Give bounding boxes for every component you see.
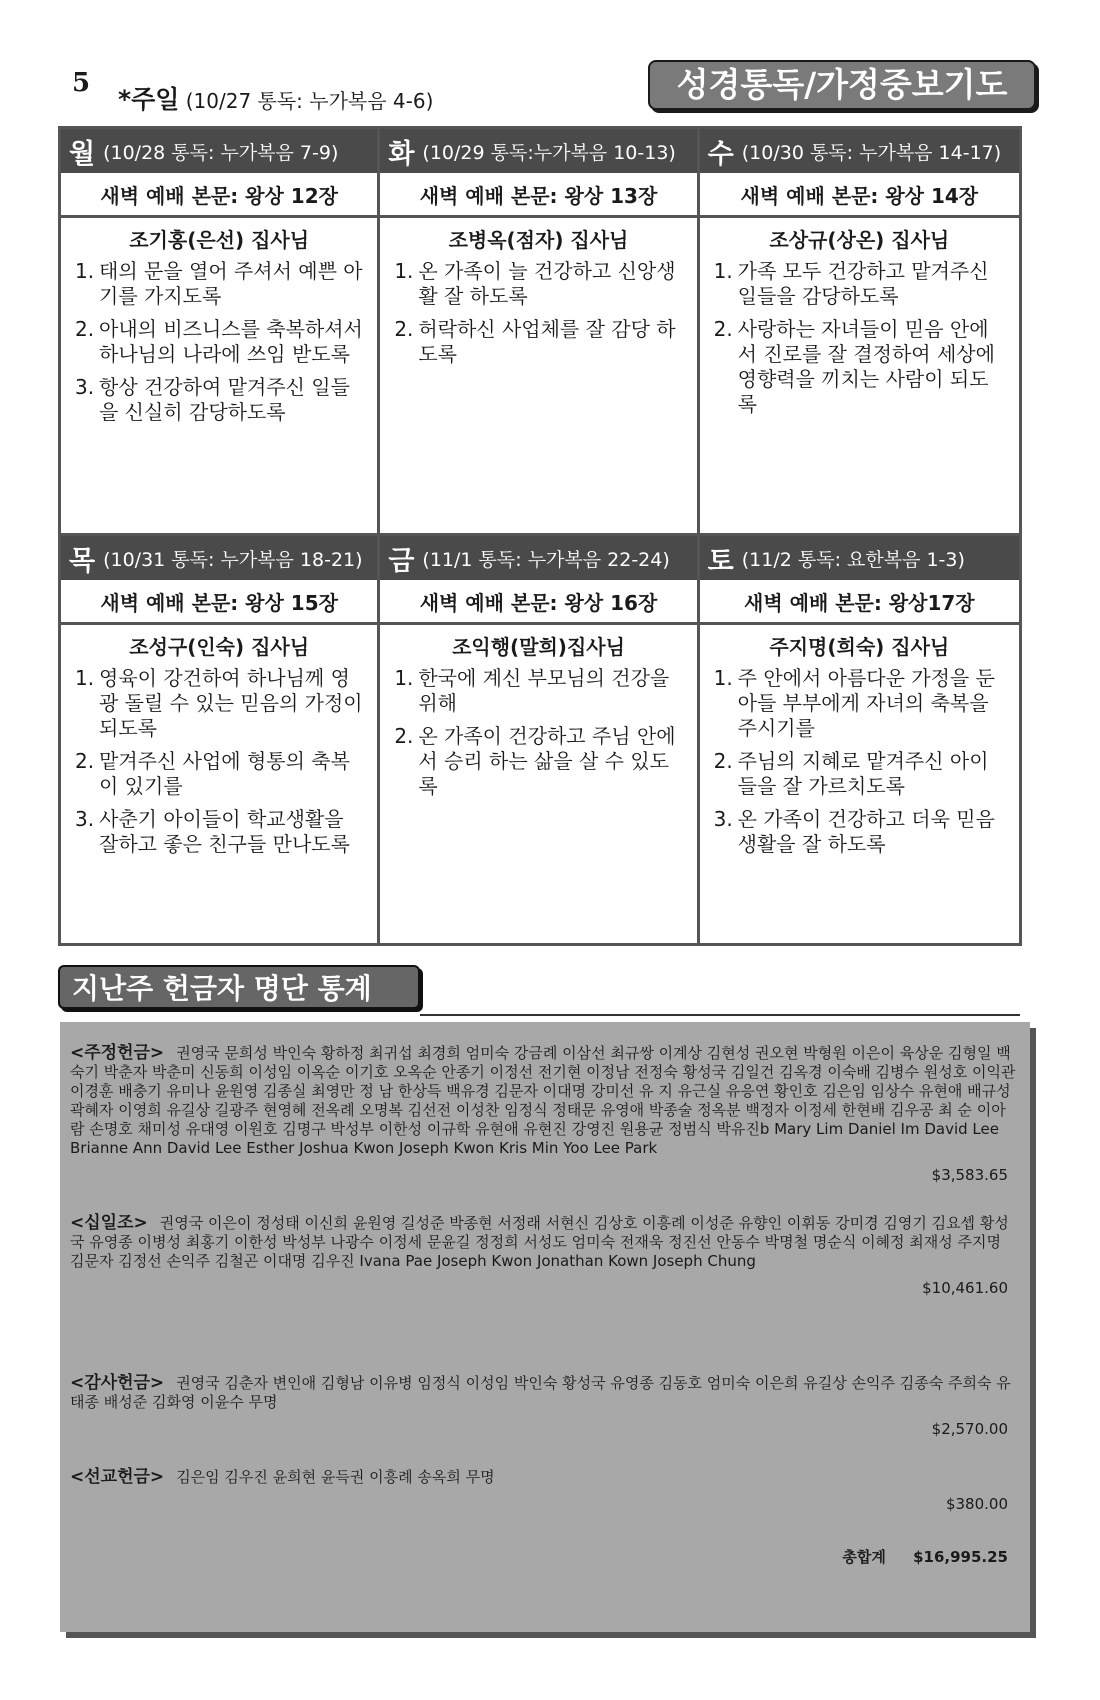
deacon-name: 조익행(말희)집사님 — [452, 635, 625, 659]
prayer-text: 맡겨주신 사업에 형통의 축복이 있기를 — [99, 749, 350, 798]
offering-section — [70, 1214, 1018, 1374]
prayer-list — [61, 259, 377, 433]
day-cell — [380, 536, 699, 943]
offering-names: 김은임 김우진 윤희현 윤득권 이흥례 송옥희 무명 — [176, 1468, 495, 1486]
prayer-item — [714, 259, 1007, 309]
day-header — [61, 536, 377, 580]
prayer-number: 3. — [75, 375, 95, 399]
deacon-name: 조성구(인숙) 집사님 — [129, 635, 310, 659]
day-reading: (11/2 통독: 요한복음 1-3) — [741, 548, 965, 571]
day-header — [380, 129, 696, 173]
section-title: 성경통독/가정중보기도 — [648, 60, 1036, 110]
offering-stats-panel — [60, 1022, 1030, 1632]
sunday-label: *주일 — [118, 85, 180, 114]
day-reading: (11/1 통독: 누가복음 22-24) — [422, 548, 670, 571]
prayer-number: 2. — [75, 749, 95, 773]
prayer-text: 온 가족이 건강하고 주님 안에서 승리 하는 삶을 살 수 있도록 — [418, 724, 676, 798]
prayer-list — [700, 666, 1019, 865]
prayer-text: 항상 건강하여 맡겨주신 일들을 신실히 감당하도록 — [99, 375, 350, 424]
day-header — [380, 536, 696, 580]
offering-label: <선교헌금> — [70, 1467, 165, 1487]
prayer-item — [714, 749, 1007, 799]
prayer-item — [394, 259, 684, 309]
offering-amount: $10,461.60 — [922, 1279, 1008, 1297]
prayer-text: 허락하신 사업체를 잘 감당 하도록 — [418, 317, 676, 366]
day-cell — [61, 129, 380, 536]
day-cell — [380, 129, 699, 536]
dawn-service-text: 새벽 예배 본문: 왕상 15장 — [61, 580, 377, 625]
total-amount: $16,995.25 — [913, 1548, 1008, 1566]
day-header — [700, 536, 1019, 580]
day-reading: (10/31 통독: 누가복음 18-21) — [103, 548, 363, 571]
deacon-name: 조상규(상온) 집사님 — [769, 228, 950, 252]
prayer-text: 주 안에서 아름다운 가정을 둔 아들 부부에게 자녀의 축복을 주시기를 — [737, 666, 995, 740]
prayer-number: 1. — [394, 259, 414, 283]
prayer-number: 1. — [713, 259, 733, 283]
offering-section — [70, 1044, 1018, 1214]
prayer-item — [394, 317, 684, 367]
prayer-item — [75, 807, 365, 857]
prayer-item — [394, 724, 684, 799]
day-reading: (10/30 통독: 누가복음 14-17) — [741, 141, 1002, 164]
prayer-number: 2. — [394, 317, 414, 341]
prayer-item — [75, 375, 365, 425]
offering-stats-title: 지난주 헌금자 명단 통계 — [58, 965, 420, 1009]
deacon-name: 조기홍(은선) 집사님 — [129, 228, 310, 252]
prayer-text: 아내의 비즈니스를 축복하셔서 하나님의 나라에 쓰임 받도록 — [99, 317, 363, 366]
dawn-service-text: 새벽 예배 본문: 왕상17장 — [700, 580, 1019, 625]
weekly-prayer-grid — [58, 126, 1022, 946]
prayer-number: 1. — [394, 666, 414, 690]
offering-amount: $3,583.65 — [931, 1166, 1008, 1184]
prayer-number: 1. — [75, 259, 95, 283]
prayer-list — [700, 259, 1019, 425]
prayer-text: 온 가족이 늘 건강하고 신앙생활 잘 하도록 — [418, 259, 676, 308]
prayer-list — [380, 666, 696, 807]
dawn-service-text: 새벽 예배 본문: 왕상 14장 — [700, 173, 1019, 218]
prayer-item — [394, 666, 684, 716]
offering-names: 권영국 문희성 박인숙 황하정 최귀섭 최경희 엄미숙 강금례 이삼선 최규쌍 이계상 김현성 권오현 박형원 이은이 육상운 김형일 백숙기 박춘자 박춘미 신동희 이성임 이옥순 이기호 오옥순 안종기 이정선 전기현 이정남 전정숙 황성국 김일건 김옥경 이숙배 김병수 원성호 이익관 이경훈 배충기 유미나 윤원영 김종실 최영만 정 남 한상득 백유경 김문자 이대명 강미선 유 지 유근실 유응연 황인호 김은임 임상수 유현애 배규성 곽혜자 이영희 유길상 길광주 현영혜 전옥례 오명복 김선전 이성찬 임정식 정태문 유영애 박종술 정옥분 백정자 이정세 한현배 김우공 최 순 이아람 손명호 채미성 유대영 이원호 김명구 박성부 이한성 이규학 유현애 유현진 강영진 원용균 정범식 박유진b Mary Lim Daniel Im David Lee Brianne Ann David Lee Esther Joshua Kwon Joseph Kwon Kris Min Yoo Lee Park — [70, 1044, 1016, 1157]
dawn-service-text: 새벽 예배 본문: 왕상 13장 — [380, 173, 696, 218]
prayer-text: 주님의 지혜로 맡겨주신 아이들을 잘 가르치도록 — [737, 749, 989, 798]
prayer-text: 사춘기 아이들이 학교생활을 잘하고 좋은 친구들 만나도록 — [99, 807, 350, 856]
day-name: 토 — [707, 545, 734, 577]
offering-section — [70, 1374, 1018, 1468]
day-cell — [700, 536, 1019, 943]
offering-names: 권영국 이은이 정성태 이신희 윤원영 길성준 박종현 서정래 서현신 김상호 이흥례 이성준 유향인 이휘동 강미경 김영기 김요셉 황성국 유영종 이병성 최홍기 이한성 박성부 나광수 이정세 문윤길 정정희 서성도 엄미숙 전재욱 정진선 안동수 박명철 명순식 이혜정 최재성 주지명 김문자 김정선 손익주 김철곤 이대명 김우진 Ivana Pae Joseph Kwon Jonathan Kown Joseph Chung — [70, 1214, 1009, 1270]
prayer-item — [75, 666, 365, 741]
dawn-service-text: 새벽 예배 본문: 왕상 12장 — [61, 173, 377, 218]
prayer-item — [75, 317, 365, 367]
sunday-reading — [118, 80, 433, 116]
dawn-service-text: 새벽 예배 본문: 왕상 16장 — [380, 580, 696, 625]
prayer-number: 1. — [75, 666, 95, 690]
offering-amount: $380.00 — [945, 1495, 1008, 1513]
prayer-item — [75, 259, 365, 309]
offering-amount: $2,570.00 — [931, 1420, 1008, 1438]
deacon-name: 조병옥(점자) 집사님 — [448, 228, 629, 252]
total-label: 총합계 — [842, 1548, 886, 1566]
title-rule — [420, 1014, 1020, 1016]
prayer-item — [714, 317, 1007, 417]
prayer-number: 2. — [75, 317, 95, 341]
prayer-number: 2. — [713, 317, 733, 341]
day-header — [61, 129, 377, 173]
prayer-number: 2. — [394, 724, 414, 748]
prayer-item — [714, 807, 1007, 857]
offering-label: <십일조> — [70, 1213, 148, 1233]
prayer-text: 한국에 계신 부모님의 건강을 위해 — [418, 666, 670, 715]
prayer-text: 사랑하는 자녀들이 믿음 안에서 진로를 잘 결정하여 세상에 영향력을 끼치는 사람이 되도록 — [737, 317, 995, 416]
prayer-number: 3. — [75, 807, 95, 831]
offering-section — [70, 1468, 1018, 1528]
prayer-number: 1. — [713, 666, 733, 690]
day-name: 목 — [69, 545, 96, 577]
offering-names: 권영국 김춘자 변인애 김형남 이유병 임정식 이성임 박인숙 황성국 유영종 김동호 엄미숙 이은희 유길상 손익주 김종숙 주희숙 유태종 배성준 김화영 이윤수 무명 — [70, 1374, 1011, 1411]
prayer-number: 3. — [713, 807, 733, 831]
day-header — [700, 129, 1019, 173]
offering-label: <주정헌금> — [70, 1043, 165, 1063]
sunday-reading-text: (10/27 통독: 누가복음 4-6) — [185, 89, 434, 113]
prayer-list — [61, 666, 377, 865]
day-name: 월 — [69, 138, 96, 170]
prayer-number: 2. — [713, 749, 733, 773]
day-name: 수 — [707, 138, 734, 170]
offering-total — [70, 1546, 1018, 1567]
day-cell — [61, 536, 380, 943]
prayer-text: 태의 문을 열어 주셔서 예쁜 아기를 가지도록 — [99, 259, 363, 308]
day-reading: (10/28 통독: 누가복음 7-9) — [103, 141, 339, 164]
page-number: 5 — [72, 68, 91, 98]
prayer-text: 영육이 강건하여 하나님께 영광 돌릴 수 있는 믿음의 가정이 되도록 — [99, 666, 363, 740]
day-name: 화 — [388, 138, 415, 170]
prayer-text: 가족 모두 건강하고 맡겨주신 일들을 감당하도록 — [737, 259, 989, 308]
prayer-text: 온 가족이 건강하고 더욱 믿음 생활을 잘 하도록 — [737, 807, 995, 856]
day-name: 금 — [388, 545, 415, 577]
day-cell — [700, 129, 1019, 536]
prayer-item — [714, 666, 1007, 741]
day-reading: (10/29 통독:누가복음 10-13) — [422, 141, 676, 164]
prayer-item — [75, 749, 365, 799]
offering-label: <감사헌금> — [70, 1373, 165, 1393]
prayer-list — [380, 259, 696, 375]
deacon-name: 주지명(희숙) 집사님 — [769, 635, 950, 659]
